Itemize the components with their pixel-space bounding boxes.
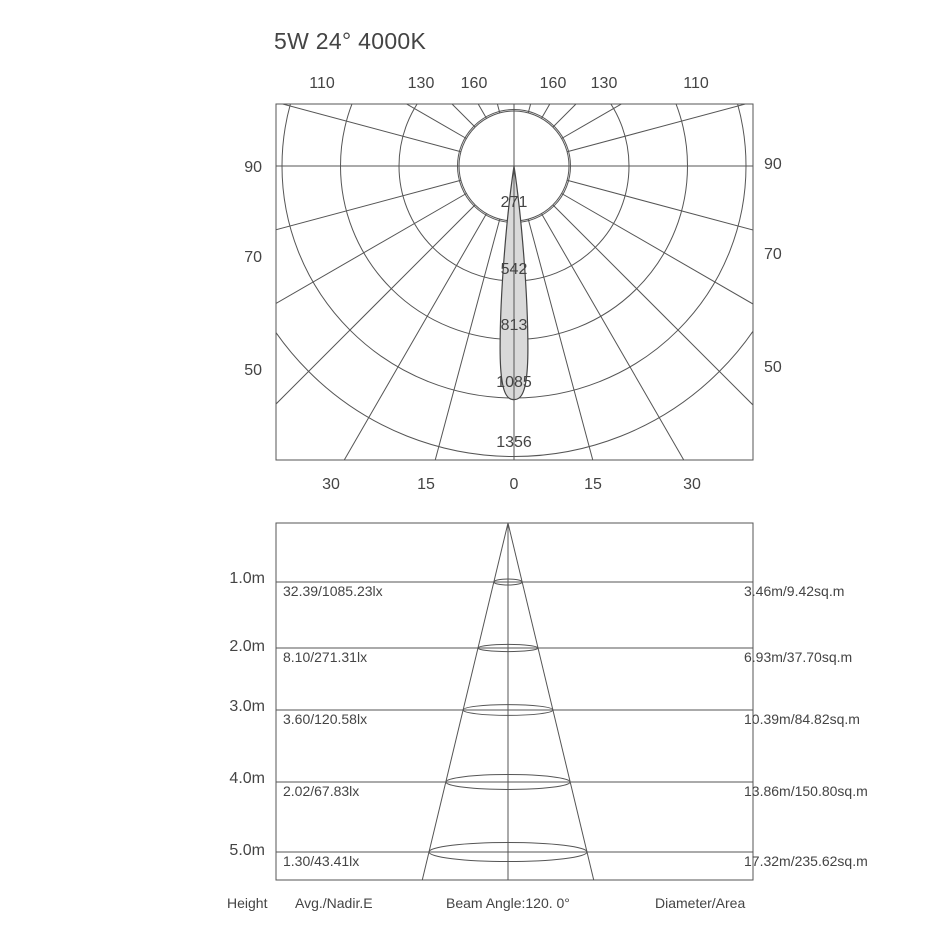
- right-angle-label: 50: [764, 359, 782, 376]
- radial-value-label: 813: [500, 317, 528, 334]
- bottom-angle-label: 15: [417, 476, 435, 493]
- right-angle-label: 90: [764, 156, 782, 173]
- avg-nadir-value: 2.02/67.83lx: [283, 783, 360, 799]
- height-label: 4.0m: [229, 770, 265, 787]
- height-label: 2.0m: [229, 638, 265, 655]
- chart-title: 5W 24° 4000K: [274, 28, 427, 54]
- left-angle-label: 70: [244, 249, 262, 266]
- height-label: 5.0m: [229, 842, 265, 859]
- top-angle-label: 110: [683, 75, 709, 92]
- left-angle-label: 50: [244, 362, 262, 379]
- footer-height-label: Height: [227, 895, 268, 911]
- top-angle-label: 130: [407, 75, 435, 92]
- diameter-area-value: 6.93m/37.70sq.m: [744, 649, 853, 665]
- height-label: 1.0m: [229, 570, 265, 587]
- footer-beam-label: Beam Angle:120. 0°: [446, 895, 570, 911]
- diameter-area-value: 17.32m/235.62sq.m: [744, 853, 868, 869]
- radial-value-label: 1356: [496, 434, 532, 451]
- radial-value-label: 271: [500, 194, 528, 211]
- top-angle-label: 160: [539, 75, 567, 92]
- diameter-area-value: 3.46m/9.42sq.m: [744, 583, 845, 599]
- top-angle-label: 110: [309, 75, 335, 92]
- bottom-angle-label: 15: [584, 476, 602, 493]
- cone-left-edge: [422, 523, 508, 880]
- diameter-area-value: 10.39m/84.82sq.m: [744, 711, 860, 727]
- height-label: 3.0m: [229, 698, 265, 715]
- footer-diameter-label: Diameter/Area: [655, 895, 746, 911]
- cone-frame: [276, 523, 753, 880]
- top-angle-label: 130: [590, 75, 618, 92]
- left-angle-label: 90: [244, 159, 262, 176]
- avg-nadir-value: 32.39/1085.23lx: [283, 583, 383, 599]
- top-angle-label: 160: [460, 75, 488, 92]
- bottom-angle-label: 30: [683, 476, 701, 493]
- diameter-area-value: 13.86m/150.80sq.m: [744, 783, 868, 799]
- bottom-angle-label: 30: [322, 476, 340, 493]
- footer-avg-label: Avg./Nadir.E: [295, 895, 373, 911]
- avg-nadir-value: 3.60/120.58lx: [283, 711, 368, 727]
- avg-nadir-value: 1.30/43.41lx: [283, 853, 360, 869]
- radial-value-label: 542: [500, 261, 528, 278]
- bottom-angle-label: 0: [509, 476, 519, 493]
- radial-value-label: 1085: [496, 374, 532, 391]
- right-angle-label: 70: [764, 246, 782, 263]
- avg-nadir-value: 8.10/271.31lx: [283, 649, 368, 665]
- cone-right-edge: [508, 523, 594, 880]
